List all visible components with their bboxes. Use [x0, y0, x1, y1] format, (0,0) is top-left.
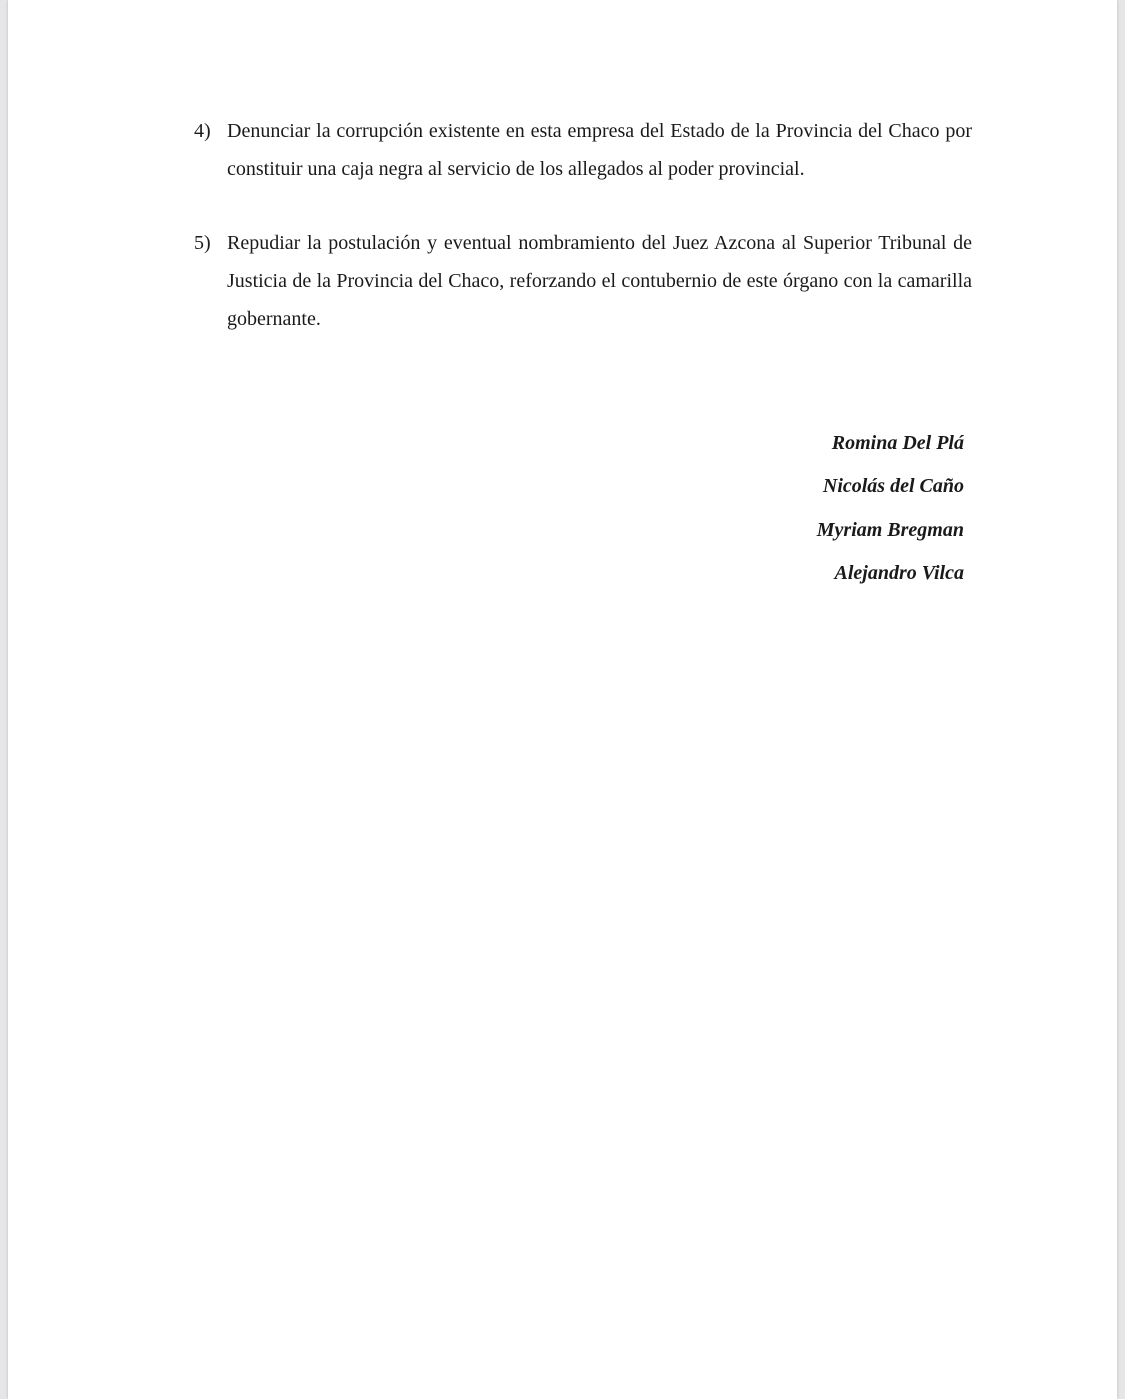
signature-name: Alejandro Vilca — [834, 561, 964, 584]
signature-name: Nicolás del Caño — [822, 475, 964, 498]
list-item-5 — [194, 224, 972, 338]
list-item-text: Denunciar la corrupción existente en esta empresa del Estado de la Provincia del Chaco por constituir una caja negra al servicio de los allegados al poder provincial. — [227, 120, 972, 180]
list-item-4 — [194, 112, 972, 188]
signature-name: Romina Del Plá — [831, 432, 964, 454]
signature-block — [817, 422, 964, 595]
page-content — [194, 112, 972, 338]
signature-name: Myriam Bregman — [816, 518, 964, 541]
document-page — [8, 0, 1117, 1399]
list-item-text: Repudiar la postulación y eventual nombramiento del Juez Azcona al Superior Tribunal de Justicia de la Provincia del Chaco, reforzando el contubernio de este órgano con la camarilla gobernante. — [227, 232, 972, 330]
list-item-number: 4) — [194, 120, 211, 142]
list-item-number: 5) — [194, 232, 211, 254]
